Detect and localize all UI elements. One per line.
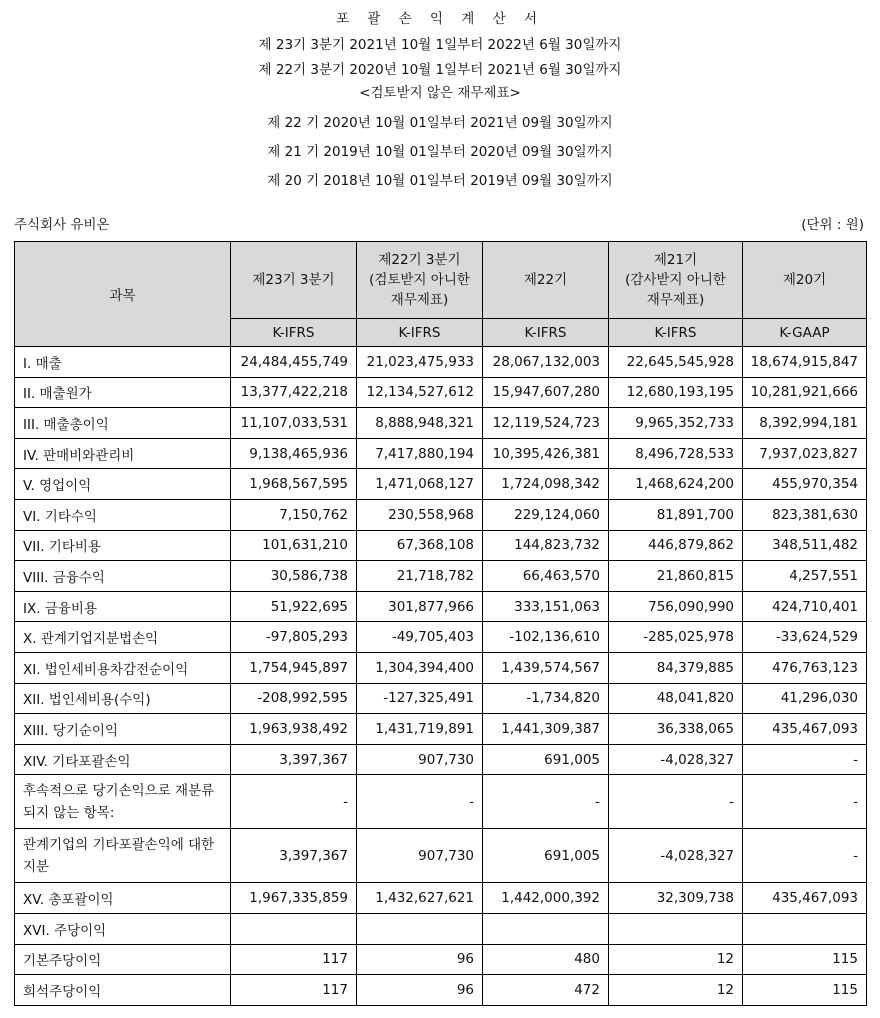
row-value-col3: 15,947,607,280 <box>483 377 609 408</box>
row-value-col4: 48,041,820 <box>609 683 743 714</box>
row-value-col5: 10,281,921,666 <box>743 377 867 408</box>
row-label: 기본주당이익 <box>15 944 231 975</box>
table-row <box>15 561 867 592</box>
row-value-col2: 907,730 <box>357 829 483 883</box>
row-value-col2: 21,718,782 <box>357 561 483 592</box>
row-value-col1: 3,397,367 <box>231 829 357 883</box>
row-label: XVI. 주당이익 <box>15 913 231 944</box>
table-row <box>15 591 867 622</box>
row-value-col3: 333,151,063 <box>483 591 609 622</box>
row-value-col1: 1,968,567,595 <box>231 469 357 500</box>
row-value-col5: 115 <box>743 944 867 975</box>
row-value-col1: 24,484,455,749 <box>231 347 357 378</box>
row-value-col3: 691,005 <box>483 829 609 883</box>
row-value-col4: 12 <box>609 944 743 975</box>
table-row <box>15 499 867 530</box>
row-value-col1: 117 <box>231 944 357 975</box>
row-value-col3: 12,119,524,723 <box>483 408 609 439</box>
company-name: 주식회사 유비온 <box>14 217 110 233</box>
row-value-col1: 9,138,465,936 <box>231 438 357 469</box>
row-label: IV. 판매비와관리비 <box>15 438 231 469</box>
statement-title-block <box>0 6 880 194</box>
row-value-col3: 144,823,732 <box>483 530 609 561</box>
period-line-5: 제 20 기 2018년 10월 01일부터 2019년 09월 30일까지 <box>267 173 613 189</box>
row-value-col1: 3,397,367 <box>231 744 357 775</box>
row-label: IX. 금융비용 <box>15 591 231 622</box>
table-row <box>15 744 867 775</box>
table-row <box>15 347 867 378</box>
row-label: X. 관계기업지분법손익 <box>15 622 231 653</box>
row-label: 희석주당이익 <box>15 975 231 1006</box>
table-row <box>15 438 867 469</box>
row-value-col2: 301,877,966 <box>357 591 483 622</box>
row-value-col1: -97,805,293 <box>231 622 357 653</box>
table-row <box>15 622 867 653</box>
table-body <box>15 347 867 1006</box>
row-value-col2: 8,888,948,321 <box>357 408 483 439</box>
row-value-col3: 480 <box>483 944 609 975</box>
std-col4: K-IFRS <box>609 319 743 347</box>
row-value-col4: 32,309,738 <box>609 883 743 914</box>
row-value-col1: 30,586,738 <box>231 561 357 592</box>
row-label: 후속적으로 당기손익으로 재분류되지 않는 항목: <box>15 775 231 829</box>
row-value-col4: 12,680,193,195 <box>609 377 743 408</box>
row-value-col5: 41,296,030 <box>743 683 867 714</box>
row-label: II. 매출원가 <box>15 377 231 408</box>
row-value-col3 <box>483 913 609 944</box>
row-value-col2: 1,471,068,127 <box>357 469 483 500</box>
row-value-col1 <box>231 913 357 944</box>
row-value-col1: - <box>231 775 357 829</box>
col-header-23-q3: 제23기 3분기 <box>231 242 357 319</box>
row-value-col5: 8,392,994,181 <box>743 408 867 439</box>
table-row <box>15 775 867 829</box>
row-value-col5: 455,970,354 <box>743 469 867 500</box>
row-value-col2: - <box>357 775 483 829</box>
period-line-3: 제 22 기 2020년 10월 01일부터 2021년 09월 30일까지 <box>267 115 613 131</box>
row-value-col4: - <box>609 775 743 829</box>
row-value-col2: 67,368,108 <box>357 530 483 561</box>
row-value-col4: 12 <box>609 975 743 1006</box>
std-col2: K-IFRS <box>357 319 483 347</box>
row-value-col5: 823,381,630 <box>743 499 867 530</box>
table-row <box>15 652 867 683</box>
period-line-1: 제 23기 3분기 2021년 10월 1일부터 2022년 6월 30일까지 <box>258 37 622 53</box>
period-line-4: 제 21 기 2019년 10월 01일부터 2020년 09월 30일까지 <box>267 144 613 160</box>
row-value-col5: - <box>743 775 867 829</box>
row-value-col5: 18,674,915,847 <box>743 347 867 378</box>
row-value-col1: 1,963,938,492 <box>231 714 357 745</box>
row-label: I. 매출 <box>15 347 231 378</box>
table-row <box>15 883 867 914</box>
row-value-col3: 1,439,574,567 <box>483 652 609 683</box>
row-value-col4: -285,025,978 <box>609 622 743 653</box>
row-value-col3: 1,441,309,387 <box>483 714 609 745</box>
row-value-col4: -4,028,327 <box>609 744 743 775</box>
table-row <box>15 408 867 439</box>
row-value-col2: 1,431,719,891 <box>357 714 483 745</box>
row-label: VII. 기타비용 <box>15 530 231 561</box>
row-value-col4: 22,645,545,928 <box>609 347 743 378</box>
row-value-col1: 117 <box>231 975 357 1006</box>
row-value-col2 <box>357 913 483 944</box>
row-value-col1: 1,967,335,859 <box>231 883 357 914</box>
row-label: XV. 총포괄이익 <box>15 883 231 914</box>
row-value-col4: -4,028,327 <box>609 829 743 883</box>
row-value-col3: 691,005 <box>483 744 609 775</box>
row-label: XI. 법인세비용차감전순이익 <box>15 652 231 683</box>
table-row <box>15 944 867 975</box>
row-label: 관계기업의 기타포괄손익에 대한 지분 <box>15 829 231 883</box>
row-value-col1: 51,922,695 <box>231 591 357 622</box>
row-value-col1: 101,631,210 <box>231 530 357 561</box>
row-value-col5: 7,937,023,827 <box>743 438 867 469</box>
row-value-col4: 84,379,885 <box>609 652 743 683</box>
table-row <box>15 975 867 1006</box>
row-value-col5: 435,467,093 <box>743 883 867 914</box>
table-row <box>15 469 867 500</box>
review-note: <검토받지 않은 재무제표> <box>359 85 521 101</box>
std-col3: K-IFRS <box>483 319 609 347</box>
row-value-col2: 1,304,394,400 <box>357 652 483 683</box>
row-value-col3: 66,463,570 <box>483 561 609 592</box>
row-value-col5: 4,257,551 <box>743 561 867 592</box>
col-header-22: 제22기 <box>483 242 609 319</box>
row-value-col1: 13,377,422,218 <box>231 377 357 408</box>
row-value-col3: 1,724,098,342 <box>483 469 609 500</box>
table-row <box>15 530 867 561</box>
row-value-col1: 1,754,945,897 <box>231 652 357 683</box>
row-label: VIII. 금융수익 <box>15 561 231 592</box>
income-statement-table <box>14 241 867 1006</box>
row-value-col5: - <box>743 744 867 775</box>
row-value-col2: 12,134,527,612 <box>357 377 483 408</box>
row-value-col2: 96 <box>357 975 483 1006</box>
row-value-col3: -102,136,610 <box>483 622 609 653</box>
statement-title: 포 괄 손 익 계 산 서 <box>335 11 545 27</box>
row-value-col5: 424,710,401 <box>743 591 867 622</box>
row-value-col2: -127,325,491 <box>357 683 483 714</box>
std-col5: K-GAAP <box>743 319 867 347</box>
table-row <box>15 829 867 883</box>
row-value-col5: -33,624,529 <box>743 622 867 653</box>
table-row <box>15 714 867 745</box>
row-value-col3: 1,442,000,392 <box>483 883 609 914</box>
row-value-col1: 11,107,033,531 <box>231 408 357 439</box>
row-value-col2: 96 <box>357 944 483 975</box>
row-value-col4: 8,496,728,533 <box>609 438 743 469</box>
row-value-col2: 907,730 <box>357 744 483 775</box>
row-value-col5: 348,511,482 <box>743 530 867 561</box>
col-header-20: 제20기 <box>743 242 867 319</box>
row-value-col3: 472 <box>483 975 609 1006</box>
row-value-col5: 115 <box>743 975 867 1006</box>
row-value-col4: 1,468,624,200 <box>609 469 743 500</box>
row-value-col5: 476,763,123 <box>743 652 867 683</box>
row-value-col3: 10,395,426,381 <box>483 438 609 469</box>
table-row <box>15 913 867 944</box>
std-col1: K-IFRS <box>231 319 357 347</box>
row-value-col2: 21,023,475,933 <box>357 347 483 378</box>
col-header-21: 제21기 (감사받지 아니한 재무제표) <box>609 242 743 319</box>
row-value-col2: 7,417,880,194 <box>357 438 483 469</box>
row-label: XIII. 당기순이익 <box>15 714 231 745</box>
row-value-col1: 7,150,762 <box>231 499 357 530</box>
unit-label: (단위 : 원) <box>801 217 864 233</box>
row-value-col3: - <box>483 775 609 829</box>
row-label: V. 영업이익 <box>15 469 231 500</box>
row-label: XII. 법인세비용(수익) <box>15 683 231 714</box>
row-value-col4: 9,965,352,733 <box>609 408 743 439</box>
row-value-col5: 435,467,093 <box>743 714 867 745</box>
period-line-2: 제 22기 3분기 2020년 10월 1일부터 2021년 6월 30일까지 <box>258 62 622 78</box>
row-value-col4: 36,338,065 <box>609 714 743 745</box>
row-label: VI. 기타수익 <box>15 499 231 530</box>
row-value-col4: 446,879,862 <box>609 530 743 561</box>
row-value-col2: -49,705,403 <box>357 622 483 653</box>
table-row <box>15 683 867 714</box>
row-value-col4 <box>609 913 743 944</box>
row-value-col5: - <box>743 829 867 883</box>
row-value-col3: 229,124,060 <box>483 499 609 530</box>
row-value-col2: 230,558,968 <box>357 499 483 530</box>
row-value-col4: 756,090,990 <box>609 591 743 622</box>
row-label: III. 매출총이익 <box>15 408 231 439</box>
row-value-col4: 21,860,815 <box>609 561 743 592</box>
row-value-col3: 28,067,132,003 <box>483 347 609 378</box>
subject-header: 과목 <box>15 242 231 347</box>
col-header-22-q3: 제22기 3분기 (검토받지 아니한 재무제표) <box>357 242 483 319</box>
table-row <box>15 377 867 408</box>
row-value-col2: 1,432,627,621 <box>357 883 483 914</box>
row-value-col1: -208,992,595 <box>231 683 357 714</box>
row-label: XIV. 기타포괄손익 <box>15 744 231 775</box>
row-value-col4: 81,891,700 <box>609 499 743 530</box>
row-value-col5 <box>743 913 867 944</box>
row-value-col3: -1,734,820 <box>483 683 609 714</box>
